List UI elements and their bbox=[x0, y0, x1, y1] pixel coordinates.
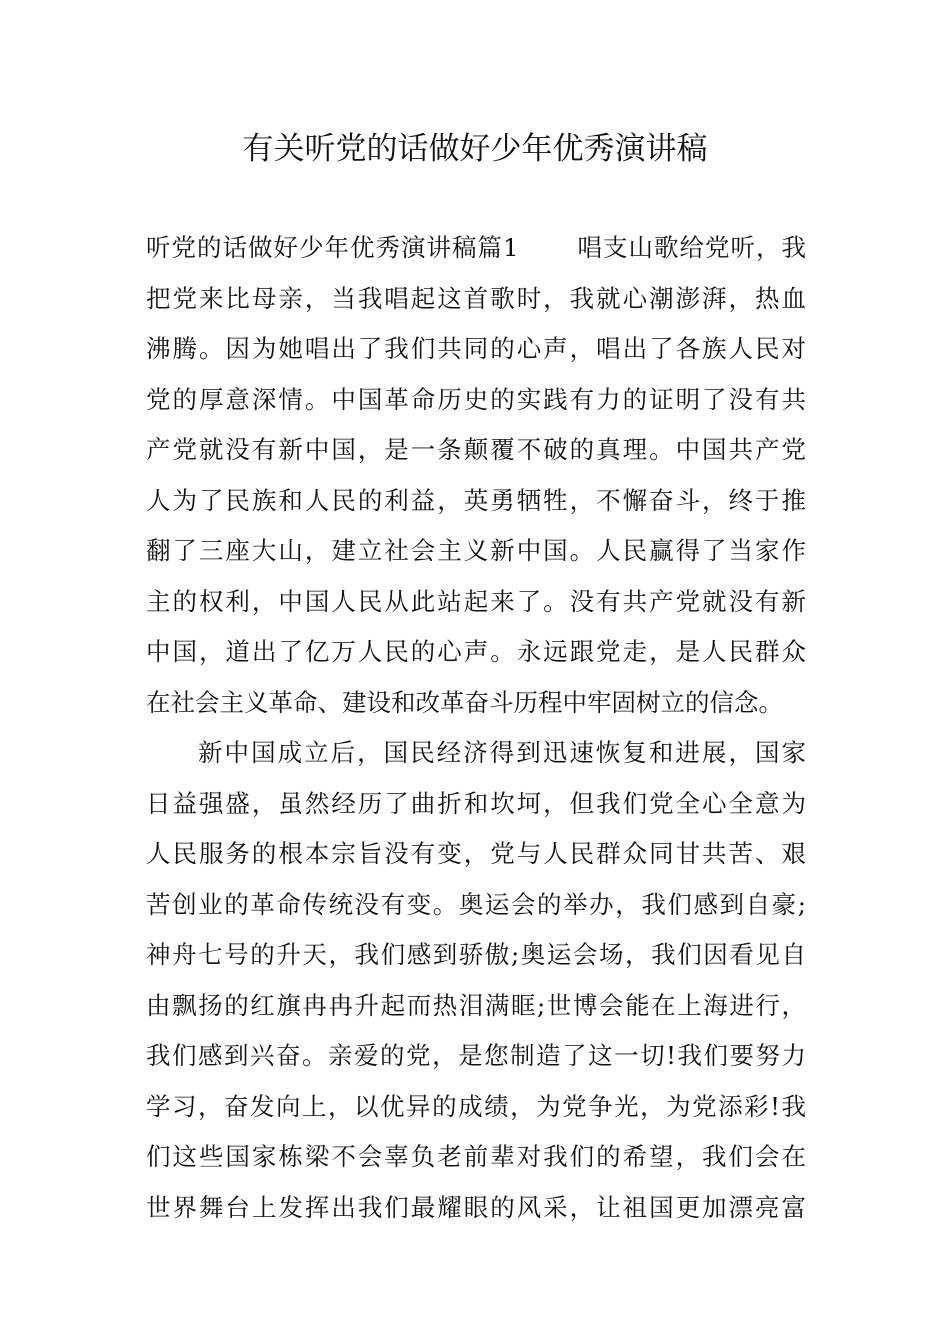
text-run: 唱支山歌给党听，我 bbox=[576, 233, 806, 262]
text-line: 人为了民族和人民的利益，英勇牺牲，不懈奋斗，终于推 bbox=[146, 485, 806, 515]
text-line: 在社会主义革命、建设和改革奋斗历程中牢固树立的信念。 bbox=[146, 687, 783, 717]
text-line: 沸腾。因为她唱出了我们共同的心声，唱出了各族人民对 bbox=[146, 334, 806, 363]
text-run: 新中国成立后，国民经济得到迅速恢复和进展，国家 bbox=[196, 738, 806, 767]
text-line: 们这些国家栋梁不会辜负老前辈对我们的希望，我们会在 bbox=[146, 1142, 806, 1171]
text-line: 把党来比母亲，当我唱起这首歌时，我就心潮澎湃，热血 bbox=[146, 283, 806, 313]
text-line: 学习，奋发向上，以优异的成绩，为党争光，为党添彩!我 bbox=[146, 1091, 806, 1121]
document-body bbox=[146, 223, 806, 1233]
text-line: 主的权利，中国人民从此站起来了。没有共产党就没有新 bbox=[146, 586, 806, 616]
text-line: 人民服务的根本宗旨没有变，党与人民群众同甘共苦、艰 bbox=[146, 839, 806, 868]
text-line: 神舟七号的升天，我们感到骄傲;奥运会场，我们因看见自 bbox=[146, 940, 806, 969]
text-line: 日益强盛，虽然经历了曲折和坎坷，但我们党全心全意为 bbox=[146, 788, 806, 818]
text-line: 我们感到兴奋。亲爱的党，是您制造了这一切!我们要努力 bbox=[146, 1041, 806, 1070]
text-line: 中国，道出了亿万人民的心声。永远跟党走，是人民群众 bbox=[146, 637, 806, 666]
document-title: 有关听党的话做好少年优秀演讲稿 bbox=[242, 131, 708, 167]
text-line: 翻了三座大山，建立社会主义新中国。人民赢得了当家作 bbox=[146, 536, 806, 565]
text-line bbox=[146, 223, 806, 274]
section-heading: 听党的话做好少年优秀演讲稿篇1 bbox=[146, 233, 519, 262]
text-line: 由飘扬的红旗冉冉升起而热泪满眶;世博会能在上海进行， bbox=[146, 990, 806, 1020]
text-line: 苦创业的革命传统没有变。奥运会的举办，我们感到自豪; bbox=[146, 889, 806, 919]
text-line: 世界舞台上发挥出我们最耀眼的风采，让祖国更加漂亮富 bbox=[146, 1192, 806, 1222]
text-line bbox=[146, 728, 806, 779]
text-line: 党的厚意深情。中国革命历史的实践有力的证明了没有共 bbox=[146, 384, 806, 414]
text-line: 产党就没有新中国，是一条颠覆不破的真理。中国共产党 bbox=[146, 435, 806, 464]
